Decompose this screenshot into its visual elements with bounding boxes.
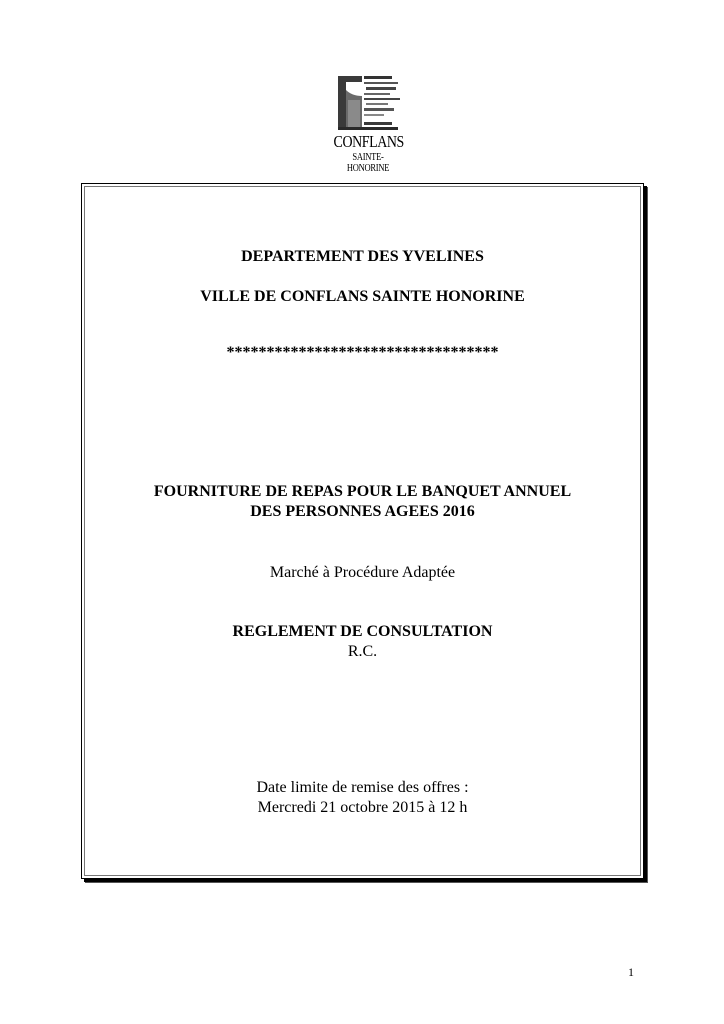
title-line-1: FOURNITURE DE REPAS POUR LE BANQUET ANNUEL [153, 483, 572, 500]
deadline-label: Date limite de remise des offres : [256, 779, 469, 796]
page-number: 1 [628, 965, 634, 979]
document-abbrev: R.C. [347, 643, 378, 660]
department-heading: DEPARTEMENT DES YVELINES [241, 248, 484, 265]
city-logo [326, 70, 410, 174]
title-frame [81, 183, 644, 879]
deadline-value: Mercredi 21 octobre 2015 à 12 h [257, 799, 468, 816]
procedure-type: Marché à Procédure Adaptée [269, 564, 456, 581]
asterisk-separator: ********************************** [226, 344, 499, 361]
title-line-2: DES PERSONNES AGEES 2016 [250, 503, 475, 520]
logo-subname: SAINTE-HONORINE [346, 152, 390, 174]
logo-name: CONFLANS [333, 132, 404, 151]
document-name: REGLEMENT DE CONSULTATION [232, 623, 493, 640]
city-heading: VILLE DE CONFLANS SAINTE HONORINE [200, 288, 525, 305]
conflans-logo-icon [334, 70, 402, 130]
